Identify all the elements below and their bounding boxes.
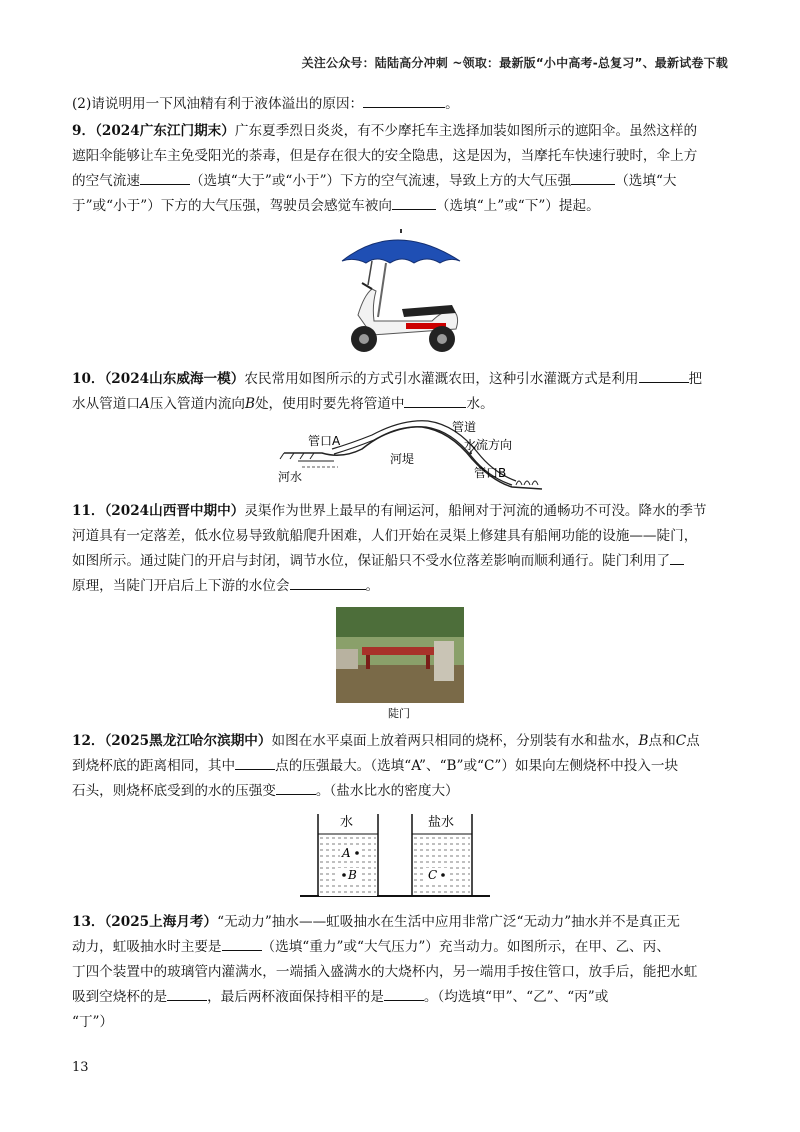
q12-line3a: 石头，则烧杯底受到的水的压强变	[72, 783, 276, 799]
label-pipe-b: 管口B	[474, 466, 507, 480]
q10-line2d: 水。	[466, 396, 494, 412]
q10-source: （2024山东威海一模）	[104, 371, 245, 387]
q12-line1a: 如图在水平桌面上放着两只相同的烧杯，分别装有水和盐水，	[271, 733, 639, 749]
answer-blank[interactable]	[571, 169, 615, 185]
label-salt-water: 盐水	[428, 815, 455, 830]
scooter-umbrella-illustration	[72, 225, 728, 363]
q11-figure-lock-gate-photo	[72, 605, 728, 729]
q11-line4a: 原理，当陡门开启后上下游的水位会	[72, 578, 290, 594]
answer-blank[interactable]	[639, 367, 689, 383]
q10-line2b: 压入管道内流向	[149, 396, 245, 412]
q12-var-b: B	[638, 733, 649, 749]
label-pipe: 管道	[452, 420, 477, 434]
question-10	[72, 367, 728, 497]
q11-line3a: 如图所示。通过陡门的开启与封闭，调节水位，保证船只不受水位落差影响而顺利通行。陡门利用了	[72, 553, 671, 569]
label-pipe-a: 管口A	[308, 434, 341, 448]
q9-number: 9．	[72, 123, 96, 139]
q11-number: 11．	[72, 503, 105, 519]
q9-line4a: 于”或“小于”）下方的大气压强，驾驶员会感觉车被向	[72, 198, 392, 214]
q13-line4c: 。（均选填“甲”、“乙”、“丙”或	[423, 989, 609, 1005]
answer-blank[interactable]	[235, 754, 275, 770]
q8-part2-end: 。	[445, 96, 459, 112]
q8-part2-text: (2)请说明用一下风油精有利于液体溢出的原因：	[72, 96, 364, 112]
question-12	[72, 729, 728, 904]
q11-line2: 河道具有一定落差，低水位易导致航船爬升困难，人们开始在灵渠上修建具有船闸功能的设施——陡门，	[72, 528, 698, 544]
lock-gate-caption: 陡门	[388, 707, 410, 720]
beakers-diagram	[72, 806, 728, 904]
label-water: 水	[340, 815, 354, 830]
question-11	[72, 499, 728, 729]
q11-line1: 灵渠作为世界上最早的有闸运河，船闸对于河流的通畅功不可没。降水的季节	[244, 503, 707, 519]
point-a-label: A	[342, 846, 351, 860]
answer-blank[interactable]	[276, 779, 316, 795]
lock-gate-photo	[72, 605, 728, 729]
q11-source: （2024山西晋中期中）	[104, 503, 245, 519]
q13-line4a: 吸到空烧杯的是	[72, 989, 168, 1005]
q8-part2	[72, 92, 728, 117]
q12-source: （2025黑龙江哈尔滨期中）	[104, 733, 272, 749]
q13-line1: “无动力”抽水——虹吸抽水在生活中应用非常广泛“无动力”抽水并不是真正无	[217, 914, 680, 930]
q13-line2a: 动力，虹吸抽水时主要是	[72, 939, 222, 955]
q10-number: 10．	[72, 371, 105, 387]
answer-blank[interactable]	[222, 935, 262, 951]
q12-number: 12．	[72, 733, 105, 749]
page-content	[72, 92, 728, 1035]
q9-line3a: 的空气流速	[72, 173, 140, 189]
q12-line2b: 点的压强最大。（选填“A”、“B”或“C”）如果向左侧烧杯中投入一块	[275, 758, 679, 774]
label-flow-direction: 水流方向	[464, 438, 513, 452]
answer-blank[interactable]	[392, 194, 436, 210]
q12-line3b: 。（盐水比水的密度大）	[315, 783, 459, 799]
q10-line1a: 农民常用如图所示的方式引水灌溉农田，这种引水灌溉方式是利用	[244, 371, 639, 387]
point-c-label: C	[428, 868, 438, 882]
point-b-label: B	[348, 868, 357, 882]
answer-blank[interactable]	[140, 169, 190, 185]
q9-line4b: （选填“上”或“下”）提起。	[435, 198, 600, 214]
q10-line2a: 水从管道口	[72, 396, 140, 412]
q12-var-c: C	[675, 733, 687, 749]
q13-line2b: （选填“重力”或“大气压力”）充当动力。如图所示，在甲、乙、丙、	[261, 939, 670, 955]
q13-line3: 丁四个装置中的玻璃管内灌满水，一端插入盛满水的大烧杯内，另一端用手按住管口，放手后，能把水虹	[72, 964, 698, 980]
answer-blank[interactable]	[670, 549, 684, 565]
q10-var-a: A	[139, 396, 150, 412]
q12-line1c: 点	[686, 733, 700, 749]
q12-figure-beakers	[72, 806, 728, 904]
answer-blank[interactable]	[167, 985, 207, 1001]
q9-line2: 遮阳伞能够让车主免受阳光的荼毒，但是存在很大的安全隐患，这是因为，当摩托车快速行驶时，伞上方	[72, 148, 698, 164]
q9-line3b: （选填“大于”或“小于”）下方的空气流速，导致上方的大气压强	[189, 173, 572, 189]
q13-source: （2025上海月考）	[104, 914, 218, 930]
q10-figure-siphon-dike	[72, 419, 728, 497]
label-dike: 河堤	[390, 452, 415, 466]
question-9	[72, 119, 728, 363]
q10-line2c: 处，使用时要先将管道中	[254, 396, 405, 412]
q12-line2a: 到烧杯底的距离相同，其中	[72, 758, 236, 774]
q10-var-b: B	[244, 396, 255, 412]
q12-line1b: 点和	[648, 733, 676, 749]
siphon-diagram	[72, 419, 728, 497]
question-13	[72, 910, 728, 1035]
q13-line4b: ，最后两杯液面保持相平的是	[207, 989, 384, 1005]
q9-source: （2024广东江门期末）	[95, 123, 235, 139]
q13-number: 13．	[72, 914, 105, 930]
q13-line5: “丁”）	[72, 1014, 114, 1030]
answer-blank[interactable]	[290, 574, 366, 590]
page-header: 关注公众号：陆陆高分冲刺 ~领取：最新版“小中高考-总复习”、最新试卷下载	[301, 56, 728, 70]
q10-line1b: 把	[688, 371, 703, 387]
q9-line1: 广东夏季烈日炎炎，有不少摩托车主选择加装如图所示的遮阳伞。虽然这样的	[234, 123, 698, 139]
page-number: 13	[72, 1060, 89, 1075]
answer-blank[interactable]	[404, 392, 466, 408]
label-river: 河水	[278, 470, 303, 484]
answer-blank[interactable]	[384, 985, 424, 1001]
answer-blank[interactable]	[363, 92, 445, 108]
q9-line3c: （选填“大	[615, 173, 677, 189]
q11-line4b: 。	[365, 578, 380, 594]
q9-figure-umbrella-scooter	[72, 225, 728, 363]
